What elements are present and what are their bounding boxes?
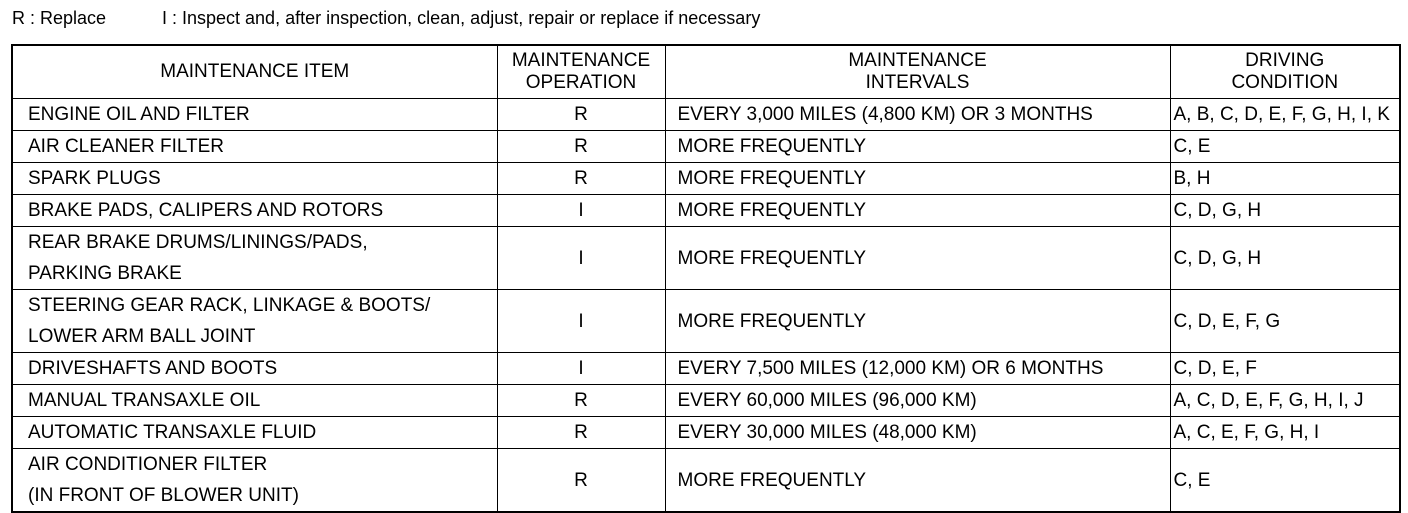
interval-cell: EVERY 30,000 MILES (48,000 KM) [665,417,1170,449]
item-cell: AIR CLEANER FILTER [12,131,497,163]
interval-cell: EVERY 60,000 MILES (96,000 KM) [665,385,1170,417]
header-intervals: MAINTENANCE INTERVALS [665,45,1170,99]
interval-cell: MORE FREQUENTLY [665,227,1170,290]
table-row [12,99,1400,131]
interval-cell: MORE FREQUENTLY [665,131,1170,163]
condition-cell: A, B, C, D, E, F, G, H, I, K [1170,99,1400,131]
header-condition: DRIVING CONDITION [1170,45,1400,99]
interval-cell: EVERY 7,500 MILES (12,000 KM) OR 6 MONTHS [665,353,1170,385]
interval-cell: MORE FREQUENTLY [665,163,1170,195]
operation-cell: I [497,195,665,227]
legend-replace: R : Replace [12,8,107,28]
condition-cell: A, C, E, F, G, H, I [1170,417,1400,449]
interval-cell: MORE FREQUENTLY [665,290,1170,353]
legend-inspect: I : Inspect and, after inspection, clean, adjust, repair or replace if necessary [162,8,761,28]
condition-cell: C, D, G, H [1170,195,1400,227]
condition-cell: B, H [1170,163,1400,195]
interval-cell: EVERY 3,000 MILES (4,800 KM) OR 3 MONTHS [665,99,1170,131]
interval-cell: MORE FREQUENTLY [665,449,1170,513]
item-cell: AIR CONDITIONER FILTER (IN FRONT OF BLOWER UNIT) [12,449,497,513]
header-operation: MAINTENANCE OPERATION [497,45,665,99]
item-cell: BRAKE PADS, CALIPERS AND ROTORS [12,195,497,227]
item-cell: AUTOMATIC TRANSAXLE FLUID [12,417,497,449]
operation-cell: I [497,353,665,385]
item-cell: SPARK PLUGS [12,163,497,195]
operation-cell: I [497,227,665,290]
table-row [12,290,1400,353]
table-row [12,353,1400,385]
condition-cell: C, D, E, F [1170,353,1400,385]
table-row [12,163,1400,195]
operation-cell: R [497,163,665,195]
interval-cell: MORE FREQUENTLY [665,195,1170,227]
table-row [12,449,1400,513]
condition-cell: C, E [1170,131,1400,163]
operation-cell: R [497,417,665,449]
operation-cell: I [497,290,665,353]
table-row [12,195,1400,227]
condition-cell: A, C, D, E, F, G, H, I, J [1170,385,1400,417]
maintenance-table [11,44,1401,513]
condition-cell: C, E [1170,449,1400,513]
item-cell: STEERING GEAR RACK, LINKAGE & BOOTS/ LOWER ARM BALL JOINT [12,290,497,353]
table-row [12,131,1400,163]
item-cell: DRIVESHAFTS AND BOOTS [12,353,497,385]
operation-cell: R [497,131,665,163]
header-item: MAINTENANCE ITEM [12,45,497,99]
legend [12,8,760,29]
table-row [12,385,1400,417]
item-cell: ENGINE OIL AND FILTER [12,99,497,131]
operation-cell: R [497,99,665,131]
condition-cell: C, D, E, F, G [1170,290,1400,353]
header-row [12,45,1400,99]
operation-cell: R [497,449,665,513]
condition-cell: C, D, G, H [1170,227,1400,290]
table-row [12,227,1400,290]
item-cell: MANUAL TRANSAXLE OIL [12,385,497,417]
table-row [12,417,1400,449]
item-cell: REAR BRAKE DRUMS/LININGS/PADS, PARKING BRAKE [12,227,497,290]
operation-cell: R [497,385,665,417]
